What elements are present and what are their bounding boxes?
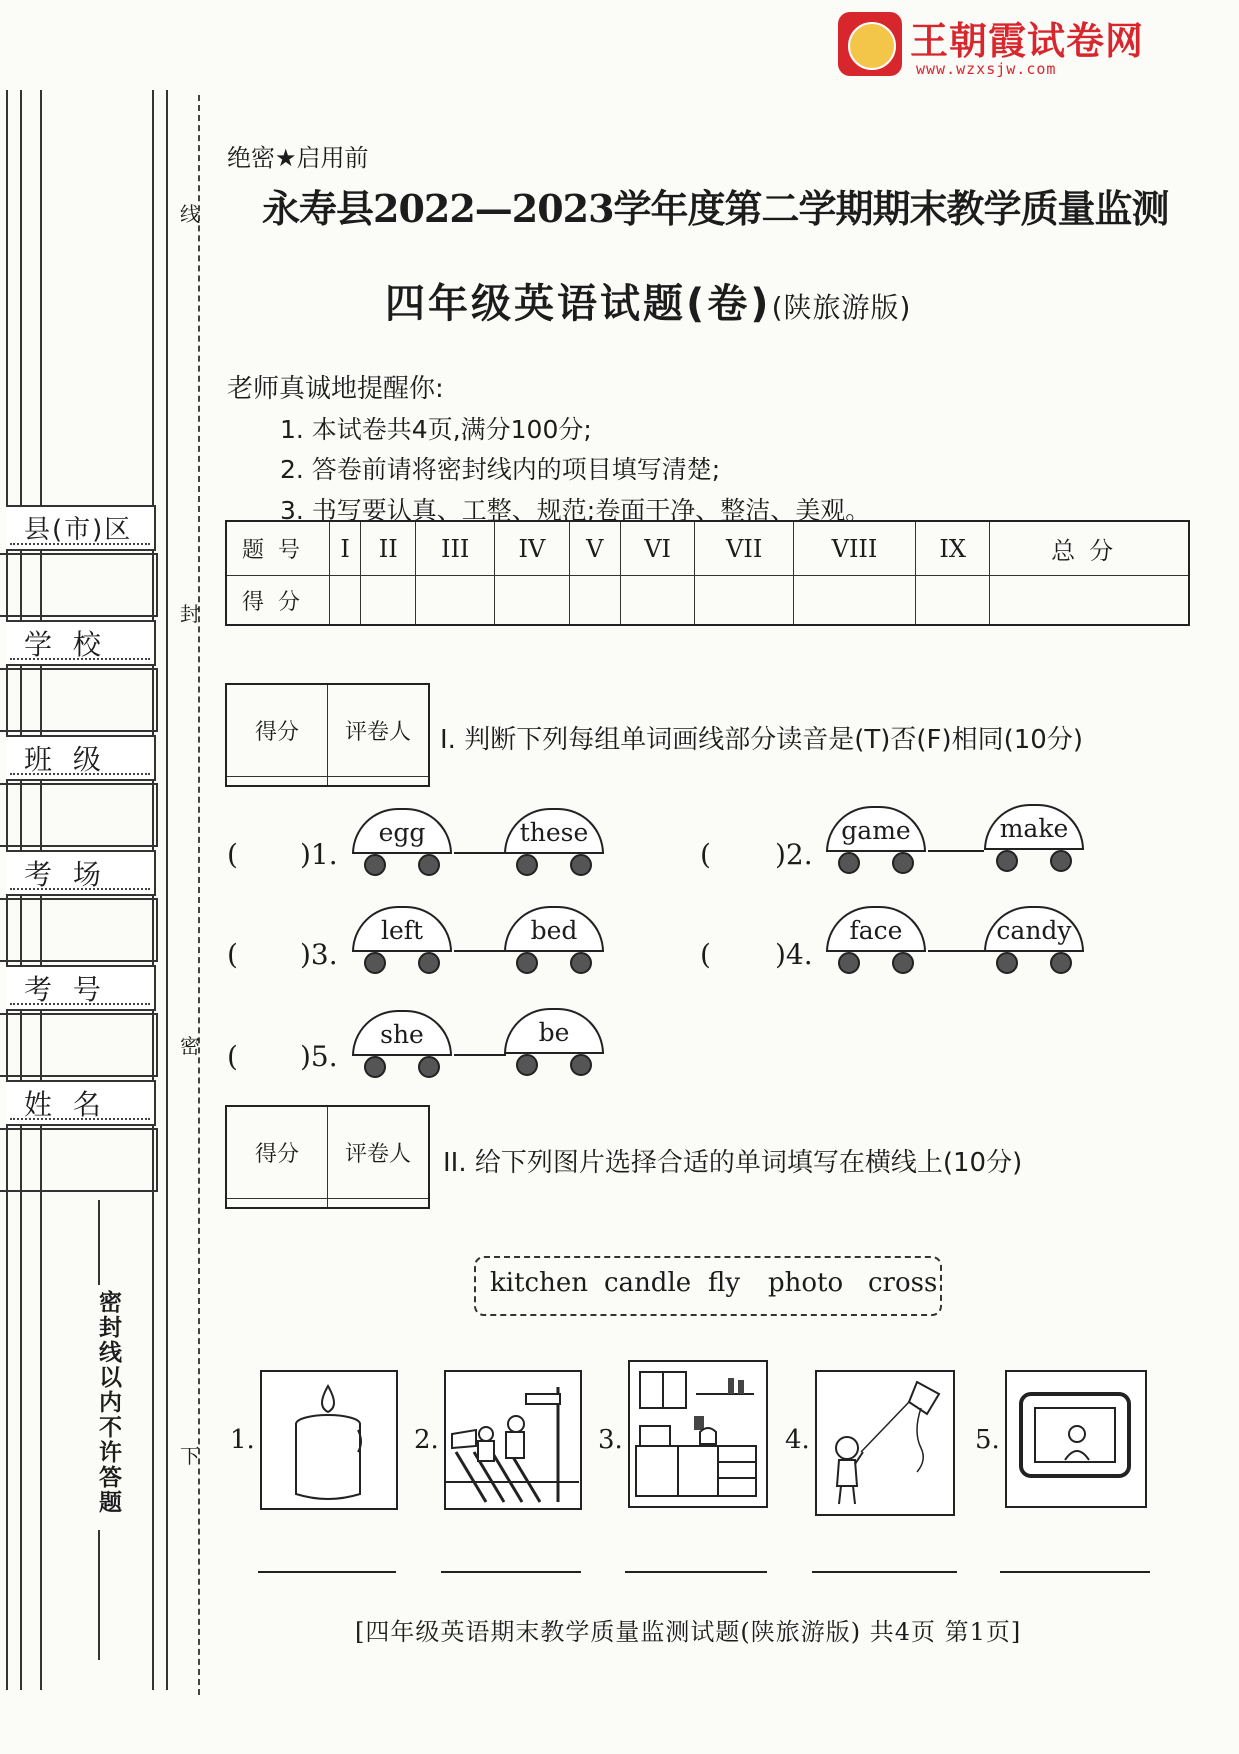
score-cell[interactable] [916,576,990,625]
field-box[interactable] [0,1013,158,1077]
item-number: )4. [775,938,813,971]
warning-line [98,1530,100,1660]
warning-line [98,1200,100,1285]
train-car [826,906,930,958]
picture-number: 3. [598,1425,623,1455]
flying-kite-picture [815,1370,955,1516]
train-link [454,852,506,854]
answer-line[interactable] [258,1571,396,1573]
answer-paren-open: ( [227,1040,238,1073]
page-footer: [四年级英语期末教学质量监测试题(陕旅游版) 共4页 第1页] [355,1618,1022,1646]
field-label: 考 场 [6,850,156,896]
grader-score-label: 得分 [226,1106,328,1199]
seal-word-feng: 封 [180,602,200,626]
answer-line[interactable] [625,1571,767,1573]
score-table-label: 得分 [226,576,330,625]
train-link [454,1054,506,1056]
grader-reviewer-cell[interactable] [328,777,430,786]
answer-paren-open: ( [700,838,711,871]
field-class[interactable] [0,735,155,847]
secret-label: 绝密★启用前 [227,144,369,172]
reminder-note: 1. 本试卷共4页,满分100分; [280,415,592,444]
field-exam-number[interactable] [0,965,155,1077]
word: make [999,814,1069,843]
word: candy [996,916,1072,945]
word: face [849,916,903,945]
field-box[interactable] [0,553,158,617]
exam-title: 永寿县2022—2023学年度第二学期期末教学质量监测 [262,186,1169,231]
crossing-road-picture [444,1370,582,1510]
word-bank [474,1256,942,1316]
word: she [380,1020,424,1049]
grader-score-cell[interactable] [226,1199,328,1208]
score-cell[interactable] [793,576,915,625]
picture-number: 2. [414,1425,439,1455]
field-box[interactable] [0,783,158,847]
answer-paren-open: ( [227,838,238,871]
reminder-title: 老师真诚地提醒你: [227,374,444,404]
bank-word: cross [868,1268,938,1298]
score-col: VII [695,521,793,576]
score-cell[interactable] [620,576,695,625]
field-label: 班 级 [6,735,156,781]
photo-frame-picture [1005,1370,1147,1508]
seal-word-xia: 下 [180,1444,200,1468]
train-car [352,906,456,958]
bank-word: fly [708,1268,741,1298]
picture-number: 5. [975,1425,1000,1455]
score-cell[interactable] [569,576,620,625]
word: left [380,916,424,945]
train-car [504,1008,608,1060]
grader-reviewer-label: 评卷人 [328,1106,430,1199]
train-car [504,906,608,958]
score-col: IV [495,521,570,576]
answer-paren-open: ( [700,938,711,971]
score-cell[interactable] [330,576,361,625]
section2-heading: II. 给下列图片选择合适的单词填写在横线上(10分) [443,1148,1023,1178]
train-car [352,808,456,860]
logo-url: www.wzxsjw.com [916,60,1057,78]
grader-box [225,683,430,787]
item-number: )3. [300,938,338,971]
score-col: I [330,521,361,576]
train-car [504,808,608,860]
field-box[interactable] [0,1128,158,1192]
train-car [352,1010,456,1062]
site-logo [838,10,1198,82]
word: egg [378,818,426,847]
score-col: II [361,521,416,576]
score-cell[interactable] [495,576,570,625]
score-cell[interactable] [990,576,1189,625]
field-district[interactable] [0,505,155,617]
train-link [928,950,984,952]
candle-picture [260,1370,398,1510]
item-number: )1. [300,838,338,871]
seal-word-xian: 线 [180,202,200,226]
grader-box [225,1105,430,1209]
field-label: 姓 名 [6,1080,156,1126]
train-link [928,850,984,852]
word: these [519,818,589,847]
field-box[interactable] [0,898,158,962]
binding-line [166,90,168,1690]
field-label: 学 校 [6,620,156,666]
score-cell[interactable] [695,576,793,625]
score-cell[interactable] [416,576,495,625]
score-cell[interactable] [361,576,416,625]
field-name[interactable] [0,1080,155,1192]
seal-icon [838,12,902,76]
score-table [225,520,1190,626]
answer-line[interactable] [441,1571,581,1573]
seal-warning: 密封线以内不许答题 [95,1290,121,1515]
item-number: )2. [775,838,813,871]
field-label: 考 号 [6,965,156,1011]
field-box[interactable] [0,668,158,732]
score-col: VI [620,521,695,576]
field-label: 县(市)区 [6,505,156,551]
score-col-total: 总分 [990,521,1189,576]
grader-reviewer-label: 评卷人 [328,684,430,777]
reminder-note: 2. 答卷前请将密封线内的项目填写清楚; [280,455,721,484]
exam-subtitle [385,272,911,329]
score-col: IX [916,521,990,576]
score-table-header-row [226,521,1189,576]
score-col: III [416,521,495,576]
field-school[interactable] [0,620,155,732]
logo-name: 王朝霞试卷网 [910,19,1145,63]
field-exam-room[interactable] [0,850,155,962]
picture-number: 1. [230,1425,255,1455]
word: be [538,1018,570,1047]
bank-word: photo [768,1268,844,1298]
score-table-label: 题号 [226,521,330,576]
word: game [841,816,911,845]
word: bed [530,916,578,945]
score-table-score-row [226,576,1189,625]
answer-line[interactable] [812,1571,957,1573]
reminder-note: 3. 书写要认真、工整、规范;卷面干净、整洁、美观。 [280,496,871,525]
train-car [984,804,1088,856]
section1-heading: I. 判断下列每组单词画线部分读音是(T)否(F)相同(10分) [440,725,1083,755]
train-car [984,906,1088,958]
kitchen-picture [628,1360,768,1508]
answer-paren-open: ( [227,938,238,971]
grader-reviewer-cell[interactable] [328,1199,430,1208]
bank-word: candle [604,1268,692,1298]
grader-score-cell[interactable] [226,777,328,786]
seal-word-mi: 密 [180,1034,200,1058]
subtitle-text: 四年级英语试题(卷) [385,281,772,327]
picture-number: 4. [785,1425,810,1455]
score-col: VIII [793,521,915,576]
answer-line[interactable] [1000,1571,1150,1573]
item-number: )5. [300,1040,338,1073]
score-col: V [569,521,620,576]
train-link [454,950,506,952]
edition-text: (陕旅游版) [771,291,912,324]
grader-score-label: 得分 [226,684,328,777]
bank-word: kitchen [490,1268,588,1298]
train-car [826,806,930,858]
